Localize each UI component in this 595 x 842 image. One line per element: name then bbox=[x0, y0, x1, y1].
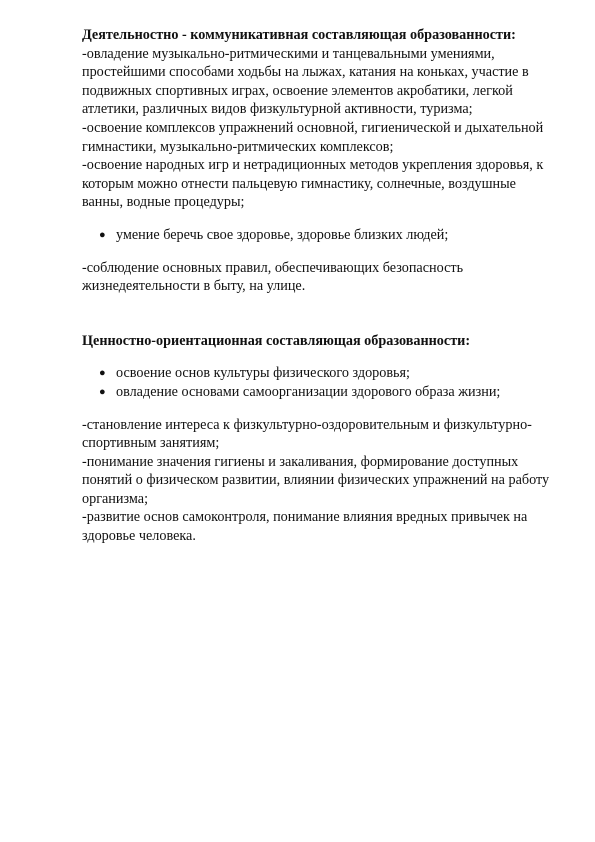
section1-paragraph-2: -освоение комплексов упражнений основной, гигиенической и дыхательной гимнастики, музыкально-ритмических комплексов; bbox=[82, 119, 544, 155]
list-item-text: овладение основами самоорганизации здорового образа жизни; bbox=[116, 383, 501, 400]
section2-bullet-list bbox=[82, 364, 552, 401]
list-item-text: освоение основ культуры физического здоровья; bbox=[116, 365, 410, 382]
list-item-text: умение беречь свое здоровье, здоровье близких людей; bbox=[116, 226, 449, 243]
section2-paragraph-2: -понимание значения гигиены и закаливания, формирование доступных понятий о физическом развитии, влиянии физических упражнений на работу организма; bbox=[82, 453, 550, 507]
section1-paragraph-1: -овладение музыкально-ритмическими и танцевальными умениями, простейшими способами ходьбы на лыжах, катания на коньках, участие в подвижных спортивных играх, освоение элементов акробатики, легкой атлетики, различных видов физкультурной активности, туризма; bbox=[82, 45, 529, 118]
section1-heading: Деятельностно - коммуникативная составляющая образованности: bbox=[82, 27, 516, 43]
bullet-dot-icon: ● bbox=[99, 385, 106, 398]
section2-paragraph-1: -становление интереса к физкультурно-оздоровительным и физкультурно-спортивным занятиям; bbox=[82, 416, 532, 452]
bullet-dot-icon: ● bbox=[99, 367, 106, 380]
section1-bullet-list bbox=[82, 226, 552, 245]
section2-paragraph-3: -развитие основ самоконтроля, понимание влияния вредных привычек на здоровье человека. bbox=[82, 509, 528, 545]
list-item bbox=[82, 226, 552, 245]
list-item bbox=[82, 383, 552, 402]
section1-paragraph-3: -освоение народных игр и нетрадиционных методов укрепления здоровья, к которым можно отнести пальцевую гимнастику, солнечные, воздушные ванны, водные процедуры; bbox=[82, 157, 544, 211]
document-page bbox=[82, 26, 552, 546]
list-item bbox=[82, 364, 552, 383]
bullet-dot-icon: ● bbox=[99, 228, 106, 241]
section1-closing: -соблюдение основных правил, обеспечивающих безопасность жизнедеятельности в быту, на улице. bbox=[82, 259, 464, 295]
section2-heading: Ценностно-ориентационная составляющая образованности: bbox=[82, 332, 471, 349]
